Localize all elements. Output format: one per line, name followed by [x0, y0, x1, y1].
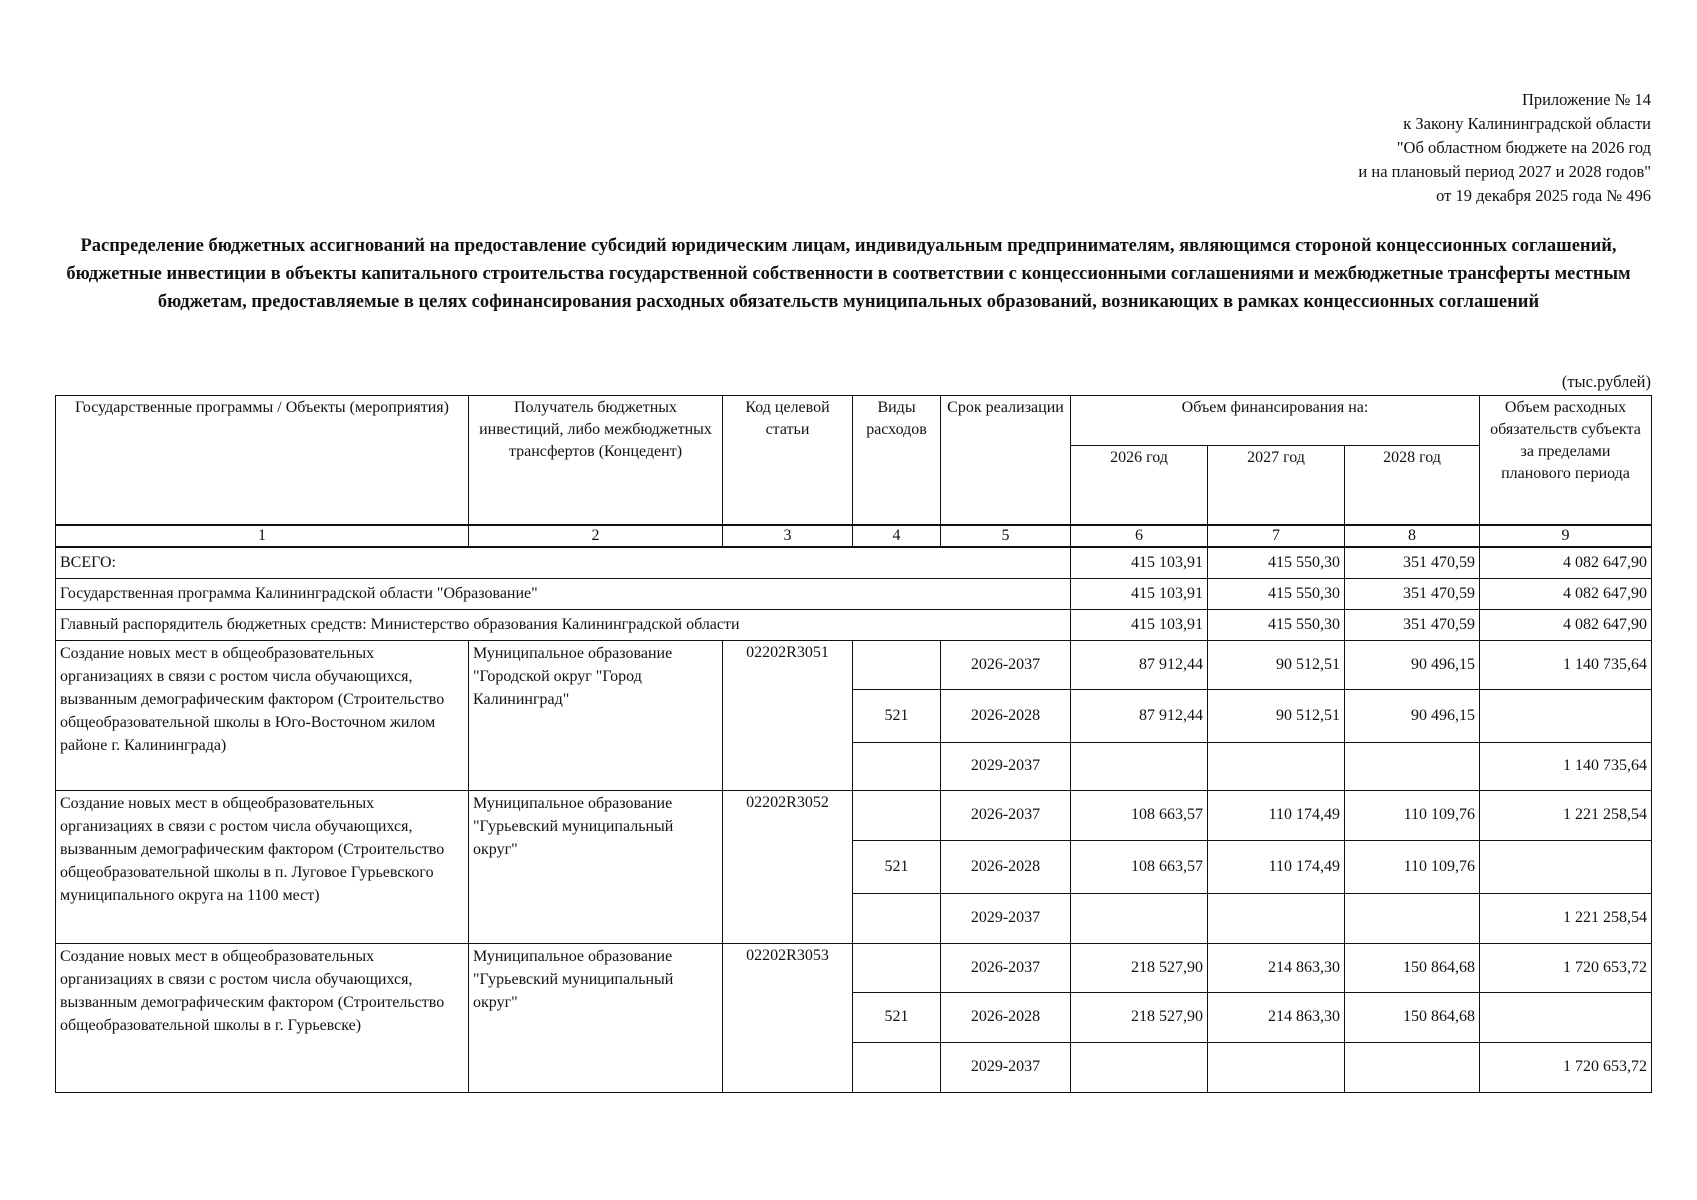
appendix-line: "Об областном бюджете на 2026 год	[1396, 138, 1651, 157]
value-2028: 150 864,68	[1345, 992, 1480, 1042]
manager-2026: 415 103,91	[1071, 609, 1208, 640]
value-2027: 214 863,30	[1208, 992, 1345, 1042]
value-beyond: 1 221 258,54	[1480, 893, 1652, 943]
value-2028	[1345, 1042, 1480, 1092]
value-beyond	[1480, 992, 1652, 1042]
document-title: Распределение бюджетных ассигнований на предоставление субсидий юридическим лицам, индивидуальным предпринимателям, являющимся стороной концессионных соглашений, бюджетные инвестиции в объекты капитального строительства государственной собственности в соответствии с концессионными соглашениями и межбюджетные трансферты местным бюджетам, предоставляемые в целях софинансирования расходных обязательств муниципальных образований, возникающих в рамках концессионных соглашений	[66, 236, 1631, 312]
value-beyond: 1 720 653,72	[1480, 943, 1652, 992]
value-2028: 90 496,15	[1345, 640, 1480, 689]
header-recipient: Получатель бюджетных инвестиций, либо межбюджетных трансфертов (Концедент)	[469, 396, 723, 525]
period: 2029-2037	[941, 893, 1071, 943]
header-financing-group: Объем финансирования на:	[1071, 396, 1480, 446]
value-2027: 214 863,30	[1208, 943, 1345, 992]
total-beyond: 4 082 647,90	[1480, 547, 1652, 579]
table-row	[56, 790, 1652, 840]
header-period: Срок реализации	[941, 396, 1071, 525]
program-label: Государственная программа Калининградской области "Образование"	[56, 578, 1071, 609]
appendix-line: к Закону Калининградской области	[1403, 114, 1651, 133]
value-beyond: 1 140 735,64	[1480, 640, 1652, 689]
column-number: 2	[469, 525, 723, 547]
value-2027: 90 512,51	[1208, 689, 1345, 742]
value-2028	[1345, 893, 1480, 943]
period: 2026-2037	[941, 943, 1071, 992]
object-name: Создание новых мест в общеобразовательных организациях в связи с ростом числа обучающихся, вызванным демографическим фактором (Строительство общеобразовательной школы в Юго-Восточном жилом районе г. Калининграда)	[56, 640, 469, 790]
expense-type	[853, 943, 941, 992]
appendix-note	[1358, 88, 1651, 208]
table-row-total	[56, 547, 1652, 579]
appendix-line: от 19 декабря 2025 года № 496	[1436, 186, 1651, 205]
manager-label: Главный распорядитель бюджетных средств: Министерство образования Калининградской области	[56, 609, 1071, 640]
object-code: 02202R3051	[723, 640, 853, 790]
value-2028: 110 109,76	[1345, 840, 1480, 893]
header-2028: 2028 год	[1345, 446, 1480, 525]
total-2028: 351 470,59	[1345, 547, 1480, 579]
object-code: 02202R3053	[723, 943, 853, 1092]
header-2026: 2026 год	[1071, 446, 1208, 525]
value-2028: 150 864,68	[1345, 943, 1480, 992]
value-2027: 90 512,51	[1208, 640, 1345, 689]
header-code: Код целевой статьи	[723, 396, 853, 525]
value-2028: 90 496,15	[1345, 689, 1480, 742]
value-beyond	[1480, 689, 1652, 742]
value-2026: 218 527,90	[1071, 943, 1208, 992]
manager-beyond: 4 082 647,90	[1480, 609, 1652, 640]
total-2027: 415 550,30	[1208, 547, 1345, 579]
value-2026: 87 912,44	[1071, 689, 1208, 742]
expense-type	[853, 1042, 941, 1092]
column-number: 7	[1208, 525, 1345, 547]
manager-2027: 415 550,30	[1208, 609, 1345, 640]
value-2027	[1208, 1042, 1345, 1092]
manager-2028: 351 470,59	[1345, 609, 1480, 640]
period: 2026-2028	[941, 840, 1071, 893]
period: 2029-2037	[941, 1042, 1071, 1092]
appendix-line: и на плановый период 2027 и 2028 годов"	[1358, 162, 1651, 181]
period: 2026-2028	[941, 992, 1071, 1042]
column-number: 1	[56, 525, 469, 547]
table-row-manager	[56, 609, 1652, 640]
total-2026: 415 103,91	[1071, 547, 1208, 579]
header-programs: Государственные программы / Объекты (мероприятия)	[56, 396, 469, 525]
object-name: Создание новых мест в общеобразовательных организациях в связи с ростом числа обучающихся, вызванным демографическим фактором (Строительство общеобразовательной школы в п. Луговое Гурьевского муниципального округа на 1100 мест)	[56, 790, 469, 943]
object-recipient: Муниципальное образование "Гурьевский муниципальный округ"	[469, 790, 723, 943]
table-row	[56, 943, 1652, 992]
value-2026: 108 663,57	[1071, 840, 1208, 893]
header-2027: 2027 год	[1208, 446, 1345, 525]
program-2026: 415 103,91	[1071, 578, 1208, 609]
program-beyond: 4 082 647,90	[1480, 578, 1652, 609]
value-2027	[1208, 893, 1345, 943]
value-beyond: 1 140 735,64	[1480, 742, 1652, 790]
value-2027: 110 174,49	[1208, 790, 1345, 840]
header-beyond-period: Объем расходных обязательств субъекта за пределами планового периода	[1480, 396, 1652, 525]
column-number: 3	[723, 525, 853, 547]
appendix-line: Приложение № 14	[1521, 90, 1651, 109]
period: 2026-2028	[941, 689, 1071, 742]
expense-type	[853, 893, 941, 943]
header-expense-type: Виды расходов	[853, 396, 941, 525]
period: 2026-2037	[941, 790, 1071, 840]
value-2026: 108 663,57	[1071, 790, 1208, 840]
expense-type	[853, 640, 941, 689]
units-label: (тыс.рублей)	[1561, 372, 1651, 391]
value-2027: 110 174,49	[1208, 840, 1345, 893]
value-beyond: 1 720 653,72	[1480, 1042, 1652, 1092]
table-row	[56, 640, 1652, 689]
expense-type: 521	[853, 689, 941, 742]
object-recipient: Муниципальное образование "Городской округ "Город Калининград"	[469, 640, 723, 790]
value-2027	[1208, 742, 1345, 790]
object-recipient: Муниципальное образование "Гурьевский муниципальный округ"	[469, 943, 723, 1092]
value-2026	[1071, 1042, 1208, 1092]
table-row-program	[56, 578, 1652, 609]
value-2026: 218 527,90	[1071, 992, 1208, 1042]
total-label: ВСЕГО:	[56, 547, 1071, 579]
program-2028: 351 470,59	[1345, 578, 1480, 609]
value-2028	[1345, 742, 1480, 790]
expense-type	[853, 790, 941, 840]
expense-type: 521	[853, 840, 941, 893]
expense-type: 521	[853, 992, 941, 1042]
value-beyond	[1480, 840, 1652, 893]
column-number: 4	[853, 525, 941, 547]
expense-type	[853, 742, 941, 790]
period: 2026-2037	[941, 640, 1071, 689]
column-number: 9	[1480, 525, 1652, 547]
value-2026: 87 912,44	[1071, 640, 1208, 689]
period: 2029-2037	[941, 742, 1071, 790]
budget-table	[55, 395, 1652, 1093]
column-number: 5	[941, 525, 1071, 547]
value-2026	[1071, 893, 1208, 943]
object-code: 02202R3052	[723, 790, 853, 943]
value-2026	[1071, 742, 1208, 790]
column-number: 8	[1345, 525, 1480, 547]
value-2028: 110 109,76	[1345, 790, 1480, 840]
object-name: Создание новых мест в общеобразовательных организациях в связи с ростом числа обучающихся, вызванным демографическим фактором (Строительство общеобразовательной школы в г. Гурьевске)	[56, 943, 469, 1092]
value-beyond: 1 221 258,54	[1480, 790, 1652, 840]
program-2027: 415 550,30	[1208, 578, 1345, 609]
column-number: 6	[1071, 525, 1208, 547]
